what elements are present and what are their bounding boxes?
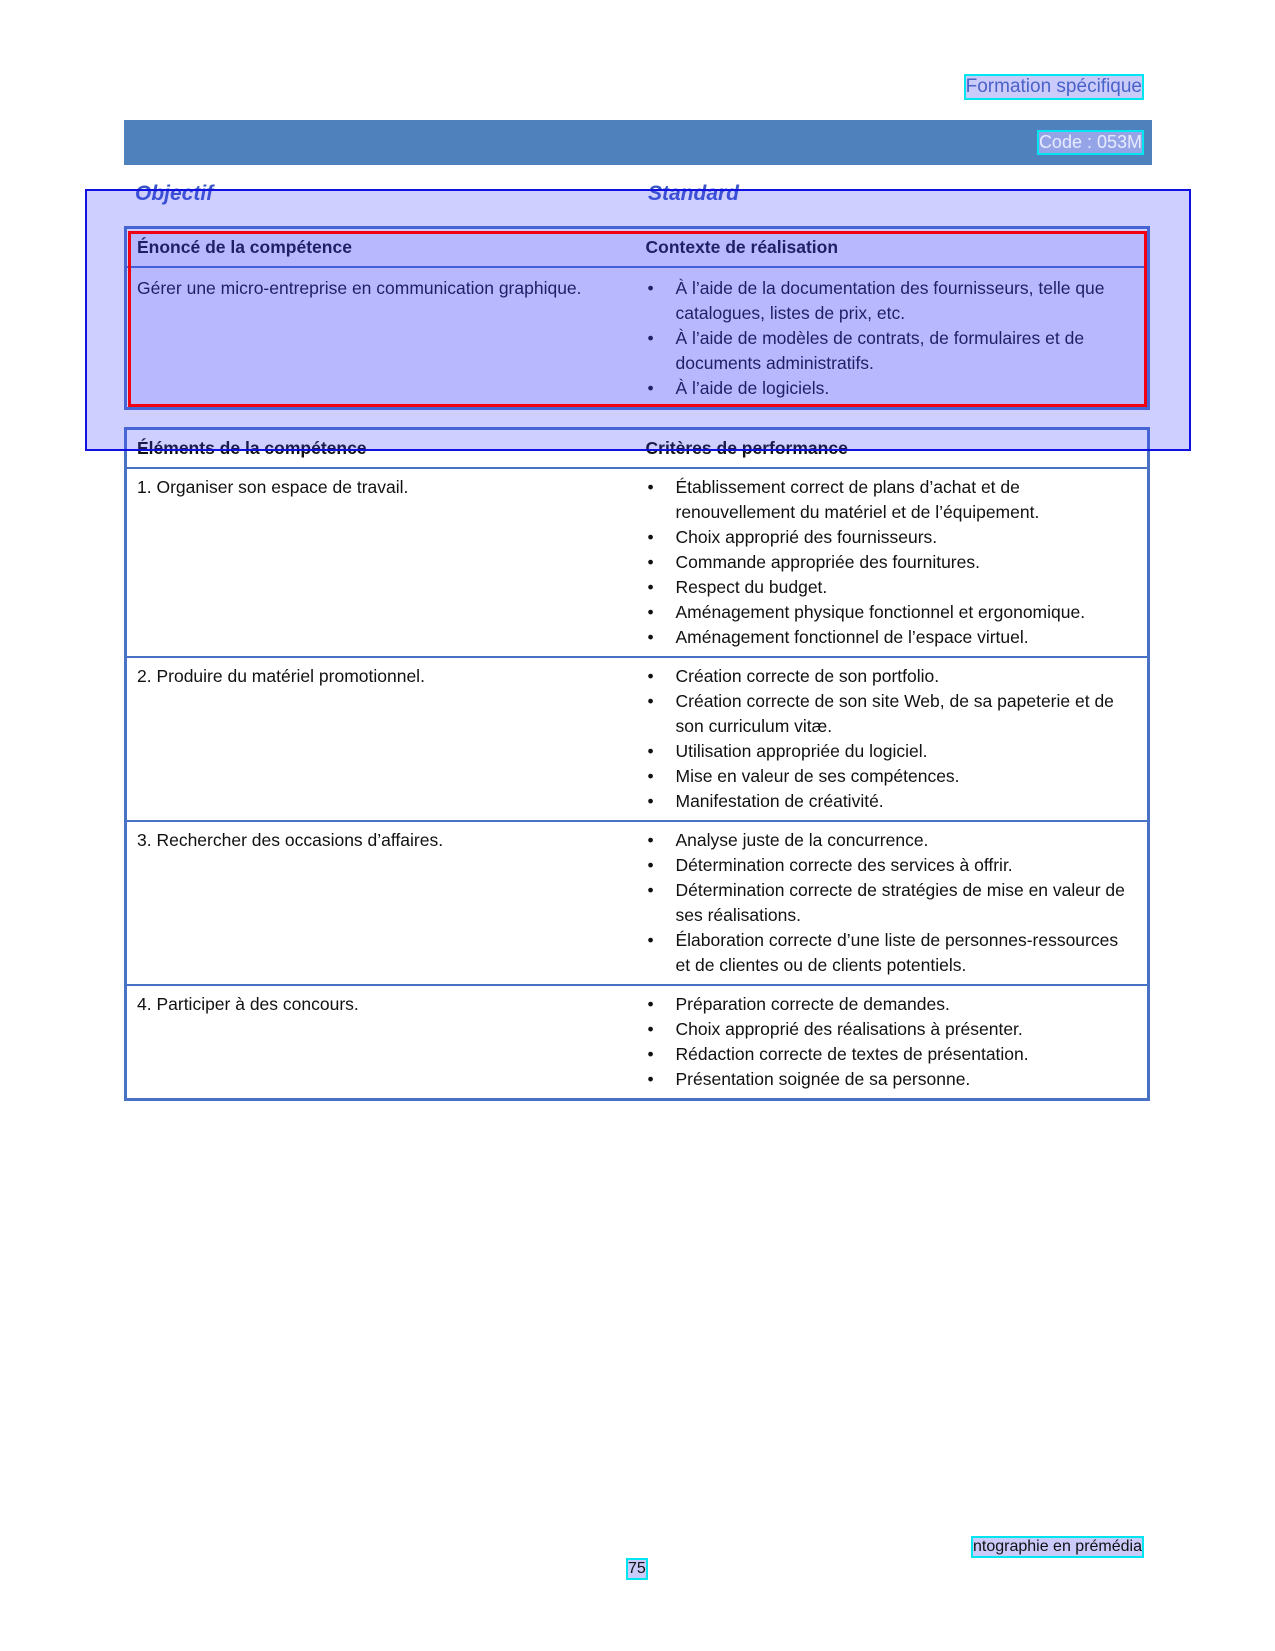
table-row xyxy=(126,821,1149,985)
critere-item: • Manifestation de créativité. xyxy=(646,789,1138,814)
table-row xyxy=(126,657,1149,821)
critere-item: • Choix approprié des fournisseurs. xyxy=(646,525,1138,550)
criteres-list xyxy=(646,664,1138,814)
section-standard: Standard xyxy=(648,182,740,205)
critere-item: • Présentation soignée de sa personne. xyxy=(646,1067,1138,1092)
header-contexte: Contexte de réalisation xyxy=(636,228,1149,268)
contexte-list xyxy=(646,276,1138,401)
critere-item: • Détermination correcte des services à offrir. xyxy=(646,853,1138,878)
element-text: 3. Rechercher des occasions d’affaires. xyxy=(126,821,636,985)
header-enonce: Énoncé de la compétence xyxy=(126,228,636,268)
header-bar xyxy=(124,120,1152,165)
critere-item: • Rédaction correcte de textes de présentation. xyxy=(646,1042,1138,1067)
critere-item: • Aménagement physique fonctionnel et ergonomique. xyxy=(646,600,1138,625)
critere-item: • Utilisation appropriée du logiciel. xyxy=(646,739,1138,764)
critere-item: • Mise en valeur de ses compétences. xyxy=(646,764,1138,789)
critere-item: • Respect du budget. xyxy=(646,575,1138,600)
code-label: Code : 053M xyxy=(1038,132,1142,152)
table-row xyxy=(126,468,1149,657)
page-number: 75 xyxy=(628,1560,646,1577)
critere-item: • Création correcte de son portfolio. xyxy=(646,664,1138,689)
critere-item: • Aménagement fonctionnel de l’espace virtuel. xyxy=(646,625,1138,650)
elements-table xyxy=(124,427,1150,1101)
contexte-item: • À l’aide de la documentation des fournisseurs, telle que catalogues, listes de prix, etc. xyxy=(646,276,1138,326)
enonce-text: Gérer une micro-entreprise en communication graphique. xyxy=(137,278,582,298)
element-text: 1. Organiser son espace de travail. xyxy=(126,468,636,657)
critere-item: • Commande appropriée des fournitures. xyxy=(646,550,1138,575)
header-elements: Éléments de la compétence xyxy=(126,429,636,469)
element-text: 2. Produire du matériel promotionnel. xyxy=(126,657,636,821)
critere-item: • Création correcte de son site Web, de sa papeterie et de son curriculum vitæ. xyxy=(646,689,1138,739)
criteres-list xyxy=(646,828,1138,978)
critere-item: • Établissement correct de plans d’achat et de renouvellement du matériel et de l’équipement. xyxy=(646,475,1138,525)
footer-program: ntographie en prémédia xyxy=(972,1538,1142,1555)
criteres-list xyxy=(646,475,1138,650)
section-objectif: Objectif xyxy=(135,182,214,205)
criteres-list xyxy=(646,992,1138,1092)
critere-item: • Élaboration correcte d’une liste de personnes-ressources et de clientes ou de clients potentiels. xyxy=(646,928,1138,978)
critere-item: • Choix approprié des réalisations à présenter. xyxy=(646,1017,1138,1042)
table-row xyxy=(126,985,1149,1100)
element-text: 4. Participer à des concours. xyxy=(137,994,359,1014)
formation-label: Formation spécifique xyxy=(965,76,1142,97)
critere-item: • Préparation correcte de demandes. xyxy=(646,992,1138,1017)
contexte-item: • À l’aide de modèles de contrats, de formulaires et de documents administratifs. xyxy=(646,326,1138,376)
critere-item: • Détermination correcte de stratégies de mise en valeur de ses réalisations. xyxy=(646,878,1138,928)
header-criteres: Critères de performance xyxy=(636,429,1149,469)
critere-item: • Analyse juste de la concurrence. xyxy=(646,828,1138,853)
competence-table xyxy=(124,226,1150,410)
contexte-item: • À l’aide de logiciels. xyxy=(646,376,1138,401)
